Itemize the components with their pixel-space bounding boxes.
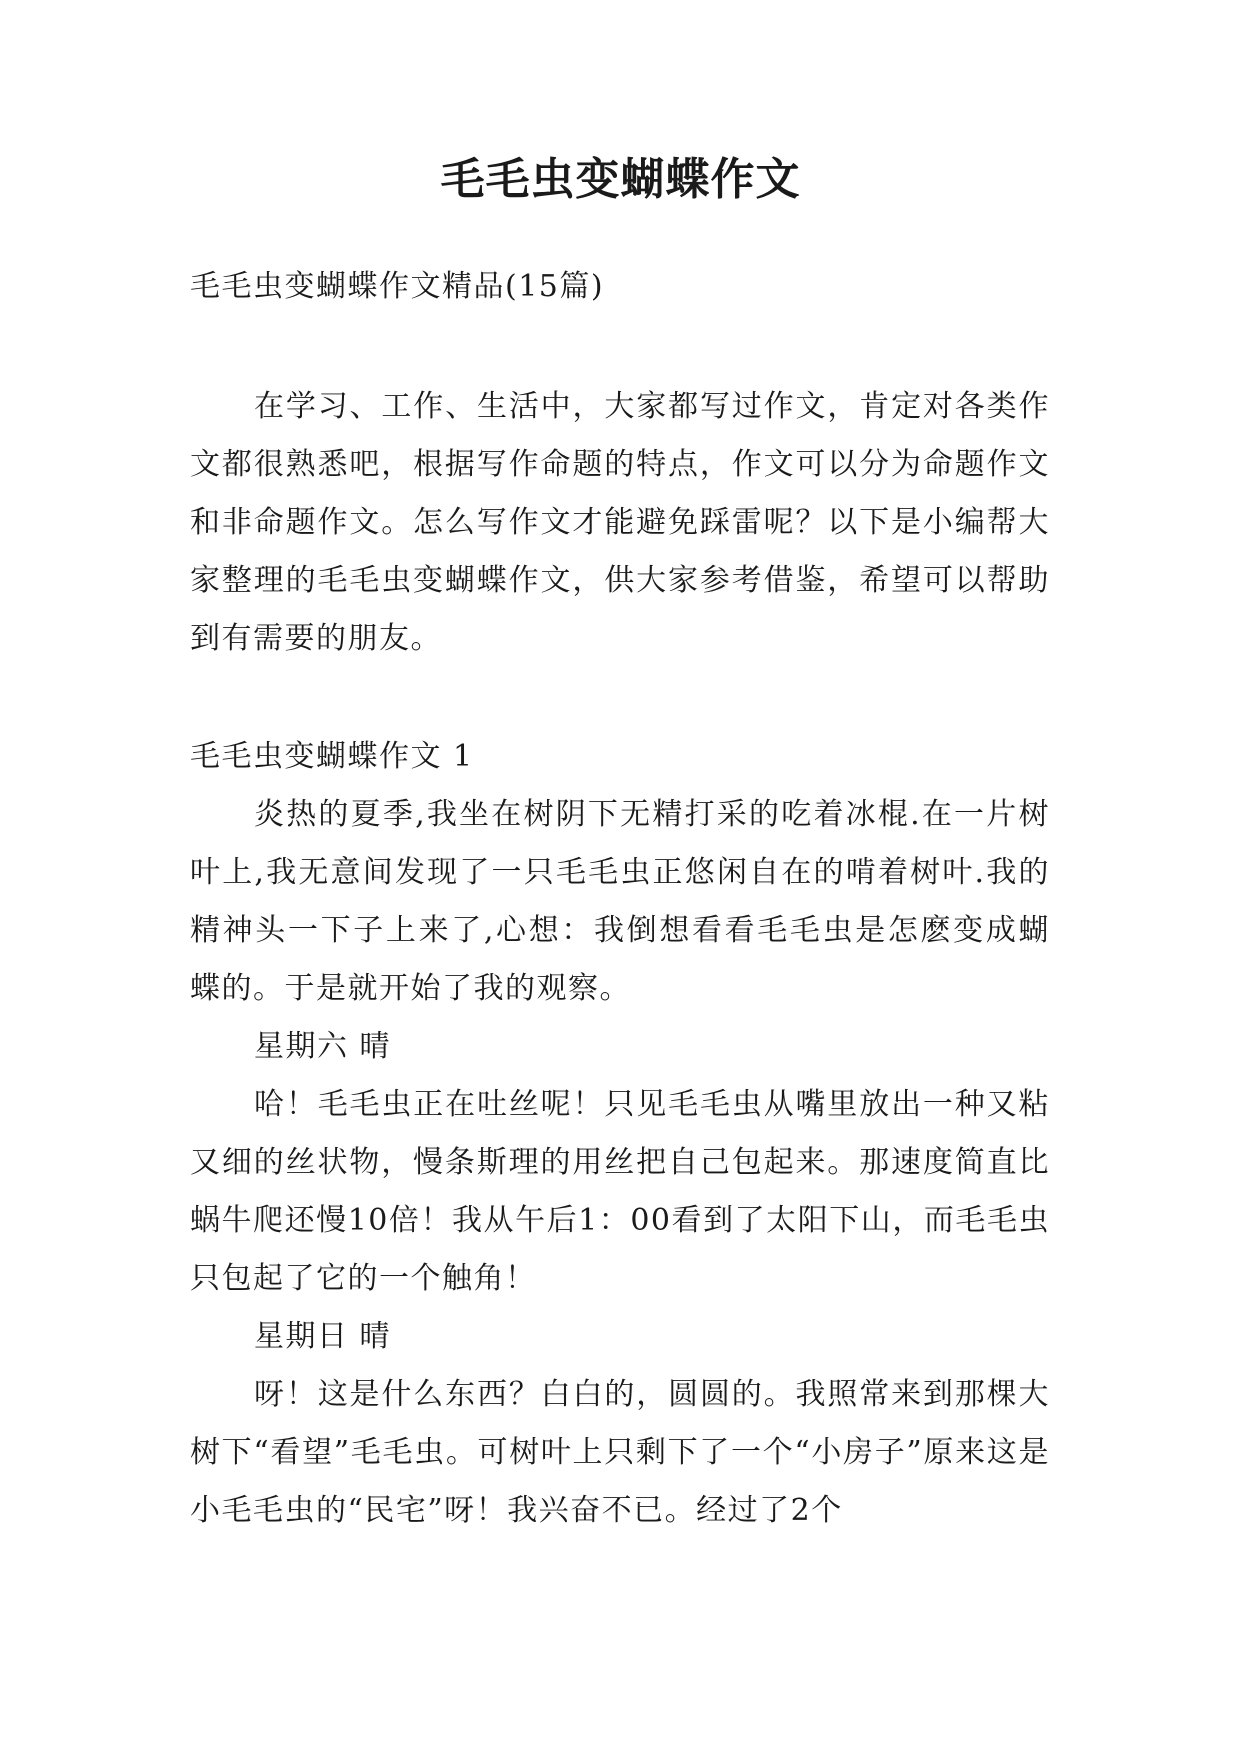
body-paragraph: 炎热的夏季,我坐在树阴下无精打采的吃着冰棍.在一片树叶上,我无意间发现了一只毛毛虫正悠闲自在的啃着树叶.我的精神头一下子上来了,心想：我倒想看看毛毛虫是怎麽变成蝴蝶的。于是就开始了我的观察。 bbox=[190, 797, 1050, 1006]
diary-date: 星期六 晴 bbox=[254, 1029, 392, 1064]
intro-paragraph: 在学习、工作、生活中，大家都写过作文，肯定对各类作文都很熟悉吧，根据写作命题的特点，作文可以分为命题作文和非命题作文。怎么写作文才能避免踩雷呢？以下是小编帮大家整理的毛毛虫变蝴蝶作文，供大家参考借鉴，希望可以帮助到有需要的朋友。 bbox=[190, 389, 1050, 656]
document-body bbox=[190, 258, 1050, 1540]
body-paragraph: 呀！这是什么东西？白白的，圆圆的。我照常来到那棵大树下“看望”毛毛虫。可树叶上只剩下了一个“小房子”原来这是小毛毛虫的“民宅”呀！我兴奋不已。经过了2个 bbox=[190, 1377, 1050, 1528]
page-title: 毛毛虫变蝴蝶作文 bbox=[440, 154, 801, 205]
diary-date: 星期日 晴 bbox=[254, 1319, 392, 1354]
body-paragraph: 哈！毛毛虫正在吐丝呢！只见毛毛虫从嘴里放出一种又粘又细的丝状物，慢条斯理的用丝把自己包起来。那速度简直比蜗牛爬还慢10倍！我从午后1：00看到了太阳下山，而毛毛虫只包起了它的一个触角！ bbox=[190, 1087, 1050, 1296]
document-subtitle: 毛毛虫变蝴蝶作文精品(15篇) bbox=[190, 269, 605, 304]
section-heading: 毛毛虫变蝴蝶作文 1 bbox=[190, 739, 474, 774]
